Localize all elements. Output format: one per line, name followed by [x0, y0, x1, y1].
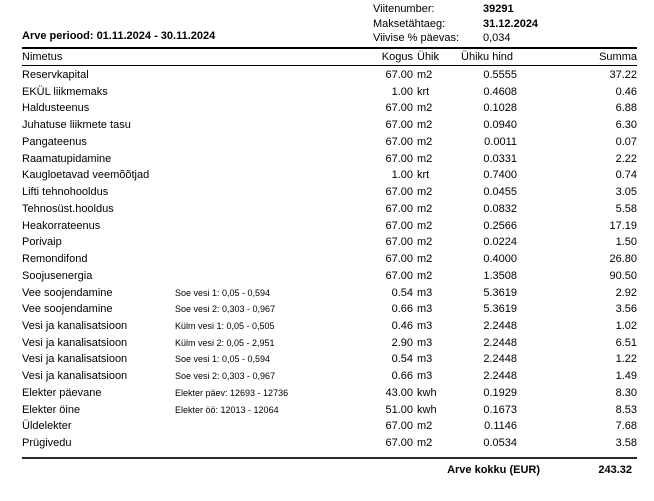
table-row	[22, 251, 637, 268]
cell-unit-price: 0.5555	[483, 69, 517, 81]
cell-meter-reading: Külm vesi 1: 0,05 - 0,505	[175, 321, 275, 332]
cell-unit-price: 0.4608	[483, 85, 517, 98]
cell-name: Haldusteenus	[22, 102, 90, 115]
cell-meter-reading	[175, 67, 358, 84]
cell-sum: 3.05	[615, 186, 637, 199]
table-row	[22, 117, 637, 134]
cell-name: Heakorrateenus	[22, 219, 101, 232]
cell-meter-reading	[175, 268, 358, 285]
cell-sum: 7.68	[615, 420, 637, 433]
cell-unit: m2	[417, 69, 433, 81]
cell-meter-reading	[175, 167, 358, 184]
cell-meter-reading	[175, 84, 358, 101]
cell-name: Lifti tehnohooldus	[22, 186, 109, 199]
cell-meter-reading	[175, 435, 358, 452]
column-header-uhik: Ühik	[417, 51, 440, 63]
cell-sum: 3.56	[615, 303, 637, 316]
table-row	[22, 184, 637, 201]
cell-unit: krt	[417, 169, 430, 182]
table-row	[22, 100, 637, 117]
cell-quantity: 0.54	[391, 286, 413, 299]
cell-quantity: 0.66	[391, 370, 413, 383]
cell-sum: 8.53	[615, 403, 637, 416]
cell-sum: 3.58	[615, 437, 637, 450]
cell-quantity: 67.00	[385, 186, 413, 199]
table-row	[22, 134, 637, 151]
cell-unit: m2	[417, 152, 433, 165]
table-row	[22, 268, 637, 285]
cell-name: Pangateenus	[22, 135, 87, 148]
cell-meter-reading: Soe vesi 1: 0,05 - 0,594	[175, 287, 271, 298]
table-body	[22, 67, 637, 452]
cell-quantity: 67.00	[385, 135, 413, 148]
cell-name: Kaugloetavad veemõõtjad	[22, 169, 150, 182]
cell-quantity: 67.00	[385, 119, 413, 132]
reference-number-value: 39291	[483, 3, 514, 15]
cell-unit: m3	[417, 320, 433, 333]
cell-quantity: 67.00	[385, 269, 413, 282]
table-row	[22, 418, 637, 435]
cell-unit: m2	[417, 135, 433, 148]
due-date-label: Maksetähtaeg:	[373, 17, 446, 30]
cell-name: Soojusenergia	[22, 269, 93, 282]
cell-sum: 26.80	[609, 253, 637, 266]
cell-name: Raamatupidamine	[22, 152, 112, 165]
cell-unit-price: 5.3619	[483, 303, 517, 316]
cell-unit-price: 0.0455	[483, 186, 517, 199]
cell-meter-reading: Soe vesi 2: 0,303 - 0,967	[175, 304, 276, 315]
top-divider	[22, 47, 637, 49]
cell-meter-reading	[175, 218, 358, 235]
cell-unit-price: 2.2448	[483, 336, 517, 349]
cell-unit: m2	[417, 236, 433, 249]
cell-unit: m3	[417, 336, 433, 349]
cell-name: Vesi ja kanalisatsioon	[22, 320, 128, 333]
cell-unit: m2	[417, 186, 433, 199]
cell-sum: 6.88	[615, 102, 637, 115]
cell-sum: 37.22	[609, 69, 637, 81]
cell-meter-reading	[175, 184, 358, 201]
invoice-meta-block	[373, 2, 643, 46]
cell-sum: 0.07	[615, 135, 637, 148]
cell-unit: m2	[417, 219, 433, 232]
cell-sum: 8.30	[615, 386, 637, 399]
cell-unit-price: 2.2448	[483, 370, 517, 383]
column-header-summa: Summa	[599, 51, 637, 63]
cell-sum: 1.49	[615, 370, 637, 383]
cell-name: Vesi ja kanalisatsioon	[22, 353, 128, 366]
cell-unit: m3	[417, 370, 433, 383]
cell-quantity: 67.00	[385, 236, 413, 249]
cell-sum: 1.50	[615, 236, 637, 249]
cell-unit: m2	[417, 202, 433, 215]
table-header-row	[22, 50, 637, 65]
cell-unit: krt	[417, 85, 430, 98]
cell-sum: 6.51	[615, 336, 637, 349]
cell-unit: m2	[417, 119, 433, 132]
cell-quantity: 67.00	[385, 420, 413, 433]
table-row	[22, 84, 637, 101]
cell-quantity: 67.00	[385, 437, 413, 450]
cell-meter-reading: Soe vesi 2: 0,303 - 0,967	[175, 371, 276, 382]
cell-unit-price: 0.0331	[483, 152, 517, 165]
table-row	[22, 351, 637, 368]
table-row	[22, 435, 637, 452]
cell-sum: 6.30	[615, 119, 637, 132]
due-date-row	[373, 17, 643, 32]
cell-unit-price: 0.4000	[483, 253, 517, 266]
table-row	[22, 234, 637, 251]
table-row	[22, 318, 637, 335]
cell-unit: m2	[417, 253, 433, 266]
cell-unit: m3	[417, 286, 433, 299]
cell-name: Vesi ja kanalisatsioon	[22, 370, 128, 383]
cell-name: EKÜL liikmemaks	[22, 85, 108, 98]
cell-quantity: 67.00	[385, 202, 413, 215]
column-header-uhiku-hind: Ühiku hind	[461, 51, 513, 63]
cell-name: Vee soojendamine	[22, 286, 113, 299]
cell-meter-reading: Külm vesi 2: 0,05 - 2,951	[175, 337, 275, 348]
cell-sum: 0.46	[615, 85, 637, 98]
cell-quantity: 67.00	[385, 102, 413, 115]
cell-meter-reading	[175, 100, 358, 117]
column-header-nimetus: Nimetus	[22, 51, 63, 63]
cell-unit-price: 1.3508	[483, 269, 517, 282]
invoice-total-value: 243.32	[598, 464, 632, 476]
late-fee-row	[373, 31, 643, 46]
cell-unit: m2	[417, 102, 433, 115]
cell-quantity: 43.00	[385, 386, 413, 399]
cell-name: Prügivedu	[22, 437, 72, 450]
cell-unit-price: 5.3619	[483, 286, 517, 299]
cell-meter-reading	[175, 117, 358, 134]
cell-name: Remondifond	[22, 253, 88, 266]
cell-unit: m3	[417, 353, 433, 366]
cell-sum: 2.22	[615, 152, 637, 165]
cell-unit: m2	[417, 420, 433, 433]
cell-unit-price: 0.0832	[483, 202, 517, 215]
bottom-divider	[22, 457, 637, 459]
cell-sum: 1.02	[615, 320, 637, 333]
table-row	[22, 167, 637, 184]
cell-name: Reservkapital	[22, 69, 89, 81]
cell-unit-price: 0.1929	[483, 386, 517, 399]
cell-unit-price: 0.2566	[483, 219, 517, 232]
cell-unit-price: 0.7400	[483, 169, 517, 182]
table-row	[22, 285, 637, 302]
cell-meter-reading	[175, 234, 358, 251]
cell-sum: 2.92	[615, 286, 637, 299]
cell-unit-price: 0.0940	[483, 119, 517, 132]
invoice-total-row	[22, 463, 637, 477]
cell-unit-price: 0.0534	[483, 437, 517, 450]
table-row	[22, 402, 637, 419]
cell-name: Elekter päevane	[22, 386, 102, 399]
cell-sum: 5.58	[615, 202, 637, 215]
late-fee-label: Viivise % päevas:	[373, 32, 460, 45]
table-row	[22, 67, 637, 84]
cell-meter-reading	[175, 251, 358, 268]
cell-unit-price: 0.1146	[484, 420, 517, 433]
invoice-total-label: Arve kokku (EUR)	[447, 464, 540, 476]
cell-unit-price: 0.1028	[483, 102, 517, 115]
cell-name: Tehnosüst.hooldus	[22, 202, 114, 215]
cell-quantity: 67.00	[385, 152, 413, 165]
reference-number-label: Viitenumber:	[373, 3, 435, 15]
cell-name: Juhatuse liikmete tasu	[22, 119, 131, 132]
cell-quantity: 0.66	[391, 303, 413, 316]
cell-quantity: 67.00	[385, 253, 413, 266]
table-row	[22, 385, 637, 402]
cell-sum: 0.74	[615, 169, 637, 182]
cell-unit-price: 0.0011	[484, 135, 517, 148]
table-row	[22, 301, 637, 318]
cell-quantity: 51.00	[385, 403, 413, 416]
column-header-kogus: Kogus	[381, 51, 413, 63]
cell-meter-reading: Elekter päev: 12693 - 12736	[175, 387, 289, 398]
cell-meter-reading: Elekter öö: 12013 - 12064	[175, 404, 279, 415]
reference-number-row	[373, 2, 643, 17]
cell-quantity: 67.00	[385, 219, 413, 232]
cell-sum: 17.19	[609, 219, 637, 232]
column-header-spacer	[175, 50, 358, 65]
cell-unit: m2	[417, 269, 433, 282]
cell-unit: m2	[417, 437, 433, 450]
cell-unit-price: 0.1673	[483, 403, 517, 416]
cell-quantity: 0.46	[391, 320, 413, 333]
cell-quantity: 2.90	[391, 336, 413, 349]
cell-meter-reading	[175, 418, 358, 435]
header-divider	[22, 65, 637, 66]
cell-unit-price: 0.0224	[483, 236, 517, 249]
late-fee-value: 0,034	[483, 32, 511, 45]
cell-unit: kwh	[417, 403, 437, 416]
cell-name: Üldelekter	[22, 420, 72, 433]
cell-quantity: 67.00	[385, 69, 413, 81]
cell-meter-reading	[175, 134, 358, 151]
table-row	[22, 368, 637, 385]
table-row	[22, 218, 637, 235]
cell-name: Vesi ja kanalisatsioon	[22, 336, 128, 349]
table-row	[22, 151, 637, 168]
cell-meter-reading	[175, 201, 358, 218]
table-row	[22, 201, 637, 218]
cell-sum: 90.50	[609, 269, 637, 282]
invoice-period: Arve periood: 01.11.2024 - 30.11.2024	[22, 30, 216, 42]
cell-name: Elekter öine	[22, 403, 81, 416]
cell-unit-price: 2.2448	[483, 320, 517, 333]
cell-quantity: 1.00	[391, 85, 413, 98]
cell-meter-reading	[175, 151, 358, 168]
cell-name: Vee soojendamine	[22, 303, 113, 316]
cell-unit: kwh	[417, 386, 437, 399]
cell-sum: 1.22	[615, 353, 637, 366]
table-row	[22, 335, 637, 352]
cell-name: Porivaip	[22, 236, 62, 249]
cell-unit-price: 2.2448	[483, 353, 517, 366]
cell-meter-reading: Soe vesi 1: 0,05 - 0,594	[175, 354, 271, 365]
cell-quantity: 1.00	[391, 169, 413, 182]
cell-quantity: 0.54	[391, 353, 413, 366]
cell-unit: m3	[417, 303, 433, 316]
due-date-value: 31.12.2024	[483, 17, 539, 30]
